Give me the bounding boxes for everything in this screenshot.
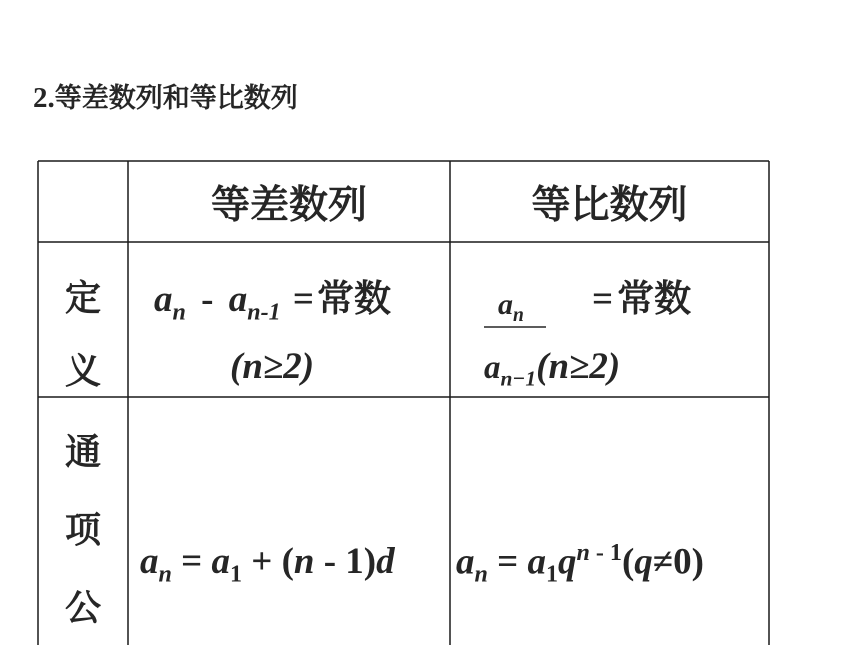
geom-def-const: 常数 [617,277,692,320]
arith-definition-line1: $a_n - a_{n-1}$ =常数 [154,277,391,326]
geom-def-numerator: $a_n$ [498,288,524,326]
row-label-definition-1: 定 [64,278,101,319]
geom-def-denominator: $a_{n-1}(n\ge 2)$ [484,346,621,391]
geom-def-eq: = [592,279,614,320]
col-header-geometric: 等比数列 [531,182,688,228]
section-number: 2. [33,82,55,114]
arith-definition-condition: (n≥2) [230,346,315,387]
geom-def-equals-const [592,268,691,322]
section-title-text: 等差数列和等比数列 [54,83,298,114]
geom-general-formula: $a_n = a_1q^{n - 1}(q\ne 0)$ [456,540,704,588]
arith-def-minus: - [201,279,214,320]
arith-general-formula: $a_n = a_1 + (n - 1)d$ [140,541,395,588]
arith-def-a: a [154,279,173,320]
col-header-arithmetic: 等差数列 [210,182,367,228]
geom-def-condition: (n≥2) [536,346,621,387]
arith-def-const: 常数 [316,277,391,320]
section-title [33,76,298,115]
arith-def-eq: = [292,279,314,320]
row-label-formula-2: 项 [64,510,101,551]
row-label-formula-3: 公 [64,588,101,629]
arith-def-b: a [228,279,248,320]
row-label-formula-1: 通 [64,432,101,473]
row-label-definition-2: 义 [64,351,101,392]
